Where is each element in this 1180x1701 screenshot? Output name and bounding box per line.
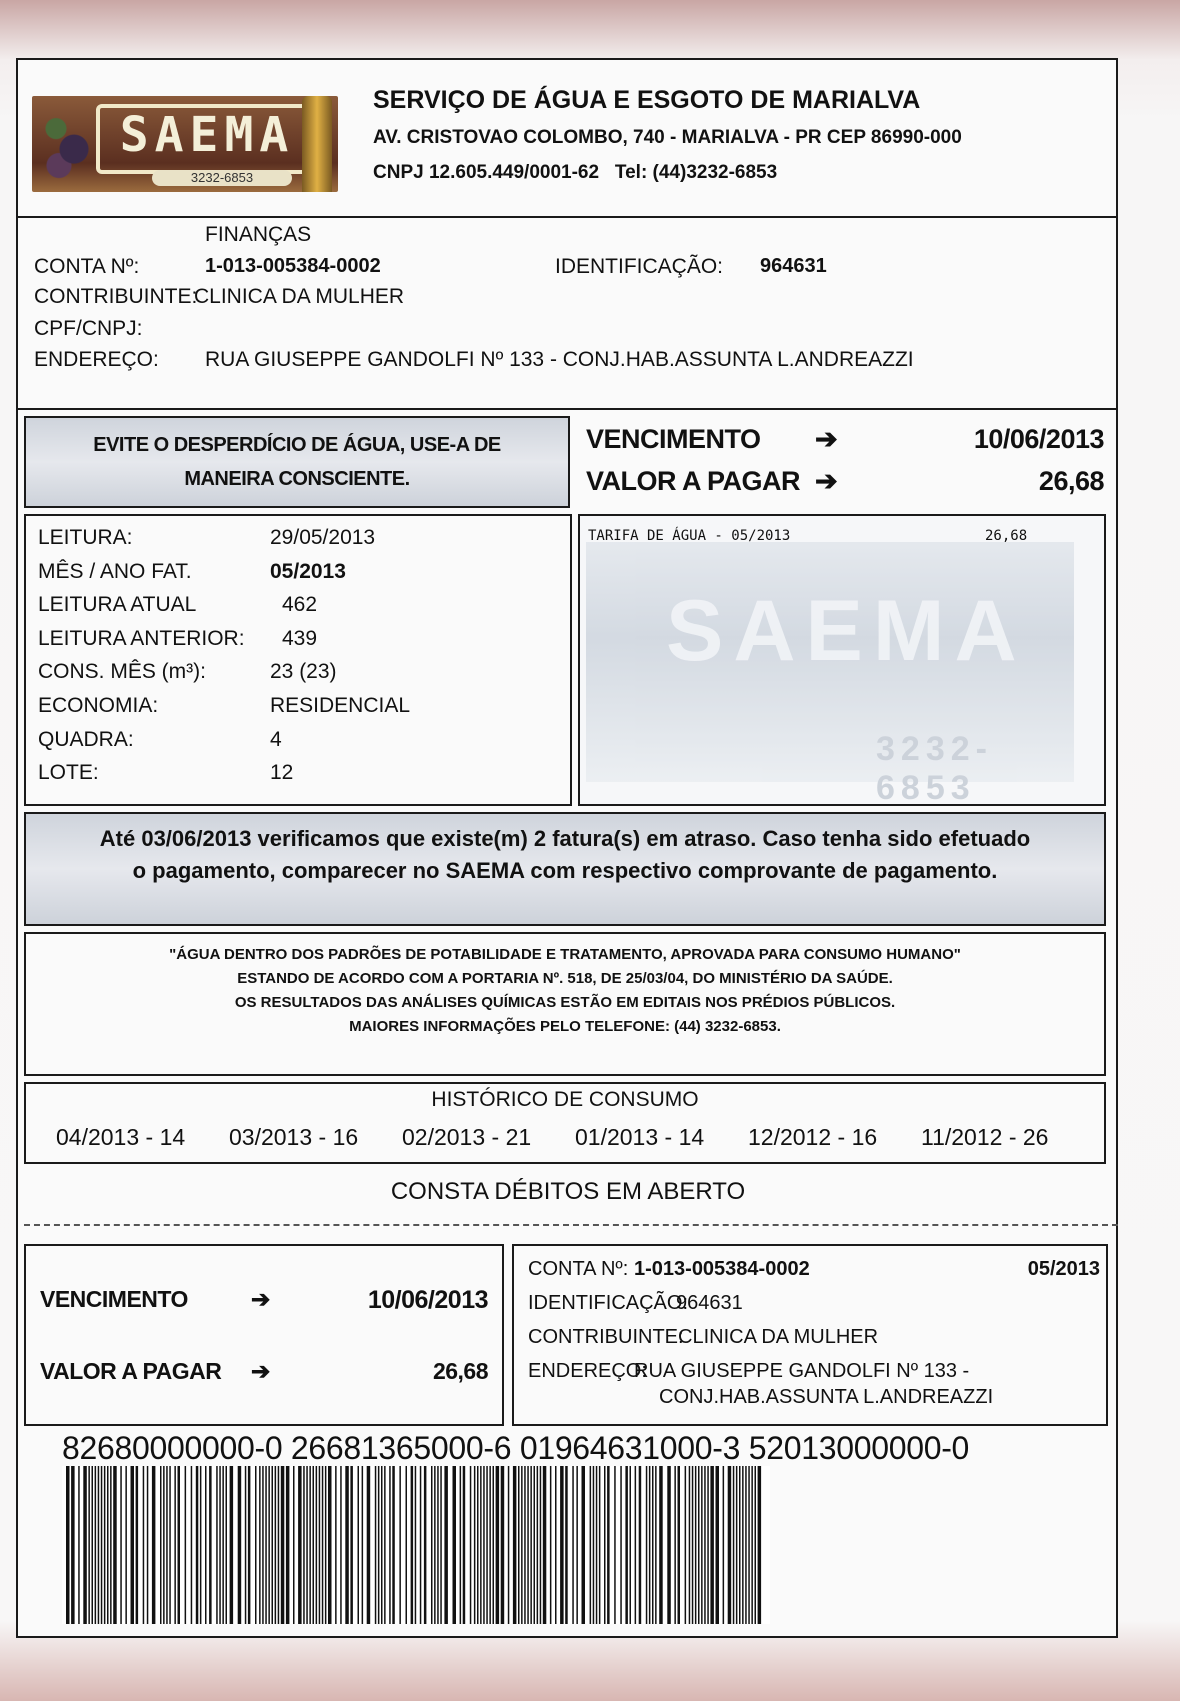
due-arrow: ➔ xyxy=(815,424,838,454)
grapes-image xyxy=(38,104,98,186)
quality-line1: "ÁGUA DENTRO DOS PADRÕES DE POTABILIDADE E TRATAMENTO, APROVADA PARA CONSUMO HUMANO" xyxy=(169,946,961,963)
history-item: 03/2013 - 16 xyxy=(229,1124,359,1150)
due-value: 10/06/2013 xyxy=(973,424,1104,454)
reading-value: 29/05/2013 xyxy=(270,526,376,549)
history-item: 04/2013 - 14 xyxy=(56,1124,186,1150)
address-label: ENDEREÇO: xyxy=(34,348,159,371)
stub-due-value: 10/06/2013 xyxy=(367,1286,488,1314)
stub-address-label: ENDEREÇO: xyxy=(528,1360,647,1382)
barcode xyxy=(62,1466,770,1624)
stub-amount-value: 26,68 xyxy=(432,1358,488,1384)
barcode-number: 82680000000-0 26681365000-6 01964631000-3 52013000000-0 xyxy=(62,1430,970,1466)
history-item: 11/2012 - 26 xyxy=(921,1124,1049,1150)
account-label: CONTA Nº: xyxy=(34,255,140,278)
company-cnpj-tel: CNPJ 12.605.449/0001-62 Tel: (44)3232-6853 xyxy=(373,162,778,183)
company-name: SERVIÇO DE ÁGUA E ESGOTO DE MARIALVA xyxy=(373,86,921,114)
stub-account-label: CONTA Nº: xyxy=(528,1258,629,1280)
history-box xyxy=(24,1082,1106,1164)
stub-address-value1: RUA GIUSEPPE GANDOLFI Nº 133 - xyxy=(634,1360,970,1382)
tap-icon xyxy=(302,96,332,192)
history-title: HISTÓRICO DE CONSUMO xyxy=(431,1088,699,1111)
history-item: 12/2012 - 16 xyxy=(748,1124,878,1150)
charge-item: TARIFA DE ÁGUA - 05/2013 xyxy=(588,528,791,544)
company-address: AV. CRISTOVAO COLOMBO, 740 - MARIALVA - PR CEP 86990-000 xyxy=(373,127,962,148)
debts-title: CONSTA DÉBITOS EM ABERTO xyxy=(390,1178,746,1205)
amount-value: 26,68 xyxy=(1038,466,1104,496)
reading-label: CONS. MÊS (m³): xyxy=(38,660,206,684)
watermark-image xyxy=(586,542,1074,807)
id-value: 964631 xyxy=(760,255,827,277)
charge-value: 26,68 xyxy=(985,528,1028,544)
stub-due-box xyxy=(24,1244,504,1426)
reading-value: 23 (23) xyxy=(270,660,337,684)
logo-phone: 3232-6853 xyxy=(152,170,292,186)
notice-line2: MANEIRA CONSCIENTE. xyxy=(184,468,410,490)
divider xyxy=(16,408,1118,410)
stub-amount-label: VALOR A PAGAR xyxy=(40,1358,222,1384)
account-value: 1-013-005384-0002 xyxy=(205,255,381,277)
quality-line4: MAIORES INFORMAÇÕES PELO TELEFONE: (44) 3232-6853. xyxy=(349,1018,781,1035)
reading-label: MÊS / ANO FAT. xyxy=(38,559,192,583)
stub-address-value2: CONJ.HAB.ASSUNTA L.ANDREAZZI xyxy=(659,1386,994,1408)
amount-label: VALOR A PAGAR xyxy=(586,466,800,496)
stub-contributor-label: CONTRIBUINTE: xyxy=(528,1326,684,1348)
quality-line2: ESTANDO DE ACORDO COM A PORTARIA Nº. 518, DE 25/03/04, DO MINISTÉRIO DA SAÚDE. xyxy=(237,970,893,987)
reading-value: 439 xyxy=(282,626,318,650)
stub-due-label: VENCIMENTO xyxy=(40,1286,188,1312)
stub-id-label: IDENTIFICAÇÃO: xyxy=(528,1292,689,1314)
reading-label: LOTE: xyxy=(38,761,99,785)
reading-value: 4 xyxy=(270,727,282,751)
department: FINANÇAS xyxy=(205,223,312,246)
stub-due-arrow: ➔ xyxy=(251,1286,270,1312)
notice-line1: EVITE O DESPERDÍCIO DE ÁGUA, USE-A DE xyxy=(93,434,501,456)
reading-value: 462 xyxy=(282,593,318,617)
watermark-phone: 3232-6853 xyxy=(876,730,993,807)
stub-id-value: 964631 xyxy=(676,1292,743,1314)
contributor-label: CONTRIBUINTE: xyxy=(34,285,198,308)
cut-line xyxy=(24,1224,1118,1226)
stub-account-value: 1-013-005384-0002 xyxy=(634,1258,810,1280)
contributor-value: CLINICA DA MULHER xyxy=(194,285,405,308)
reading-label: LEITURA: xyxy=(38,526,133,549)
cpf-label: CPF/CNPJ: xyxy=(34,317,143,340)
watermark-logo: SAEMA xyxy=(666,583,1027,679)
amount-arrow: ➔ xyxy=(815,466,838,496)
reading-label: QUADRA: xyxy=(38,727,134,751)
stub-amount-arrow: ➔ xyxy=(251,1358,270,1384)
reading-label: ECONOMIA: xyxy=(38,694,159,717)
logo-mark: SAEMA xyxy=(96,104,318,174)
overdue-line2: o pagamento, comparecer no SAEMA com respectivo comprovante de pagamento. xyxy=(132,858,998,883)
overdue-notice xyxy=(24,812,1106,926)
address-value: RUA GIUSEPPE GANDOLFI Nº 133 - CONJ.HAB.ASSUNTA L.ANDREAZZI xyxy=(205,348,914,371)
reading-label: LEITURA ANTERIOR: xyxy=(38,626,245,650)
id-label: IDENTIFICAÇÃO: xyxy=(555,255,724,278)
reading-value: 12 xyxy=(270,761,294,785)
quality-line3: OS RESULTADOS DAS ANÁLISES QUÍMICAS ESTÃO EM EDITAIS NOS PRÉDIOS PÚBLICOS. xyxy=(234,994,896,1011)
stub-period: 05/2013 xyxy=(1027,1258,1100,1280)
stub-contributor-value: CLINICA DA MULHER xyxy=(678,1326,879,1348)
reading-value: 05/2013 xyxy=(270,559,346,583)
due-label: VENCIMENTO xyxy=(586,424,761,454)
history-item: 01/2013 - 14 xyxy=(575,1124,705,1150)
quality-box xyxy=(24,932,1106,1076)
conservation-notice xyxy=(24,416,570,508)
history-item: 02/2013 - 21 xyxy=(402,1124,532,1150)
stub-info-box xyxy=(512,1244,1108,1426)
saema-logo xyxy=(32,96,338,192)
reading-label: LEITURA ATUAL xyxy=(38,593,197,617)
overdue-line1: Até 03/06/2013 verificamos que existe(m) 2 fatura(s) em atraso. Caso tenha sido efetuado xyxy=(99,826,1031,851)
reading-value: RESIDENCIAL xyxy=(270,694,411,717)
